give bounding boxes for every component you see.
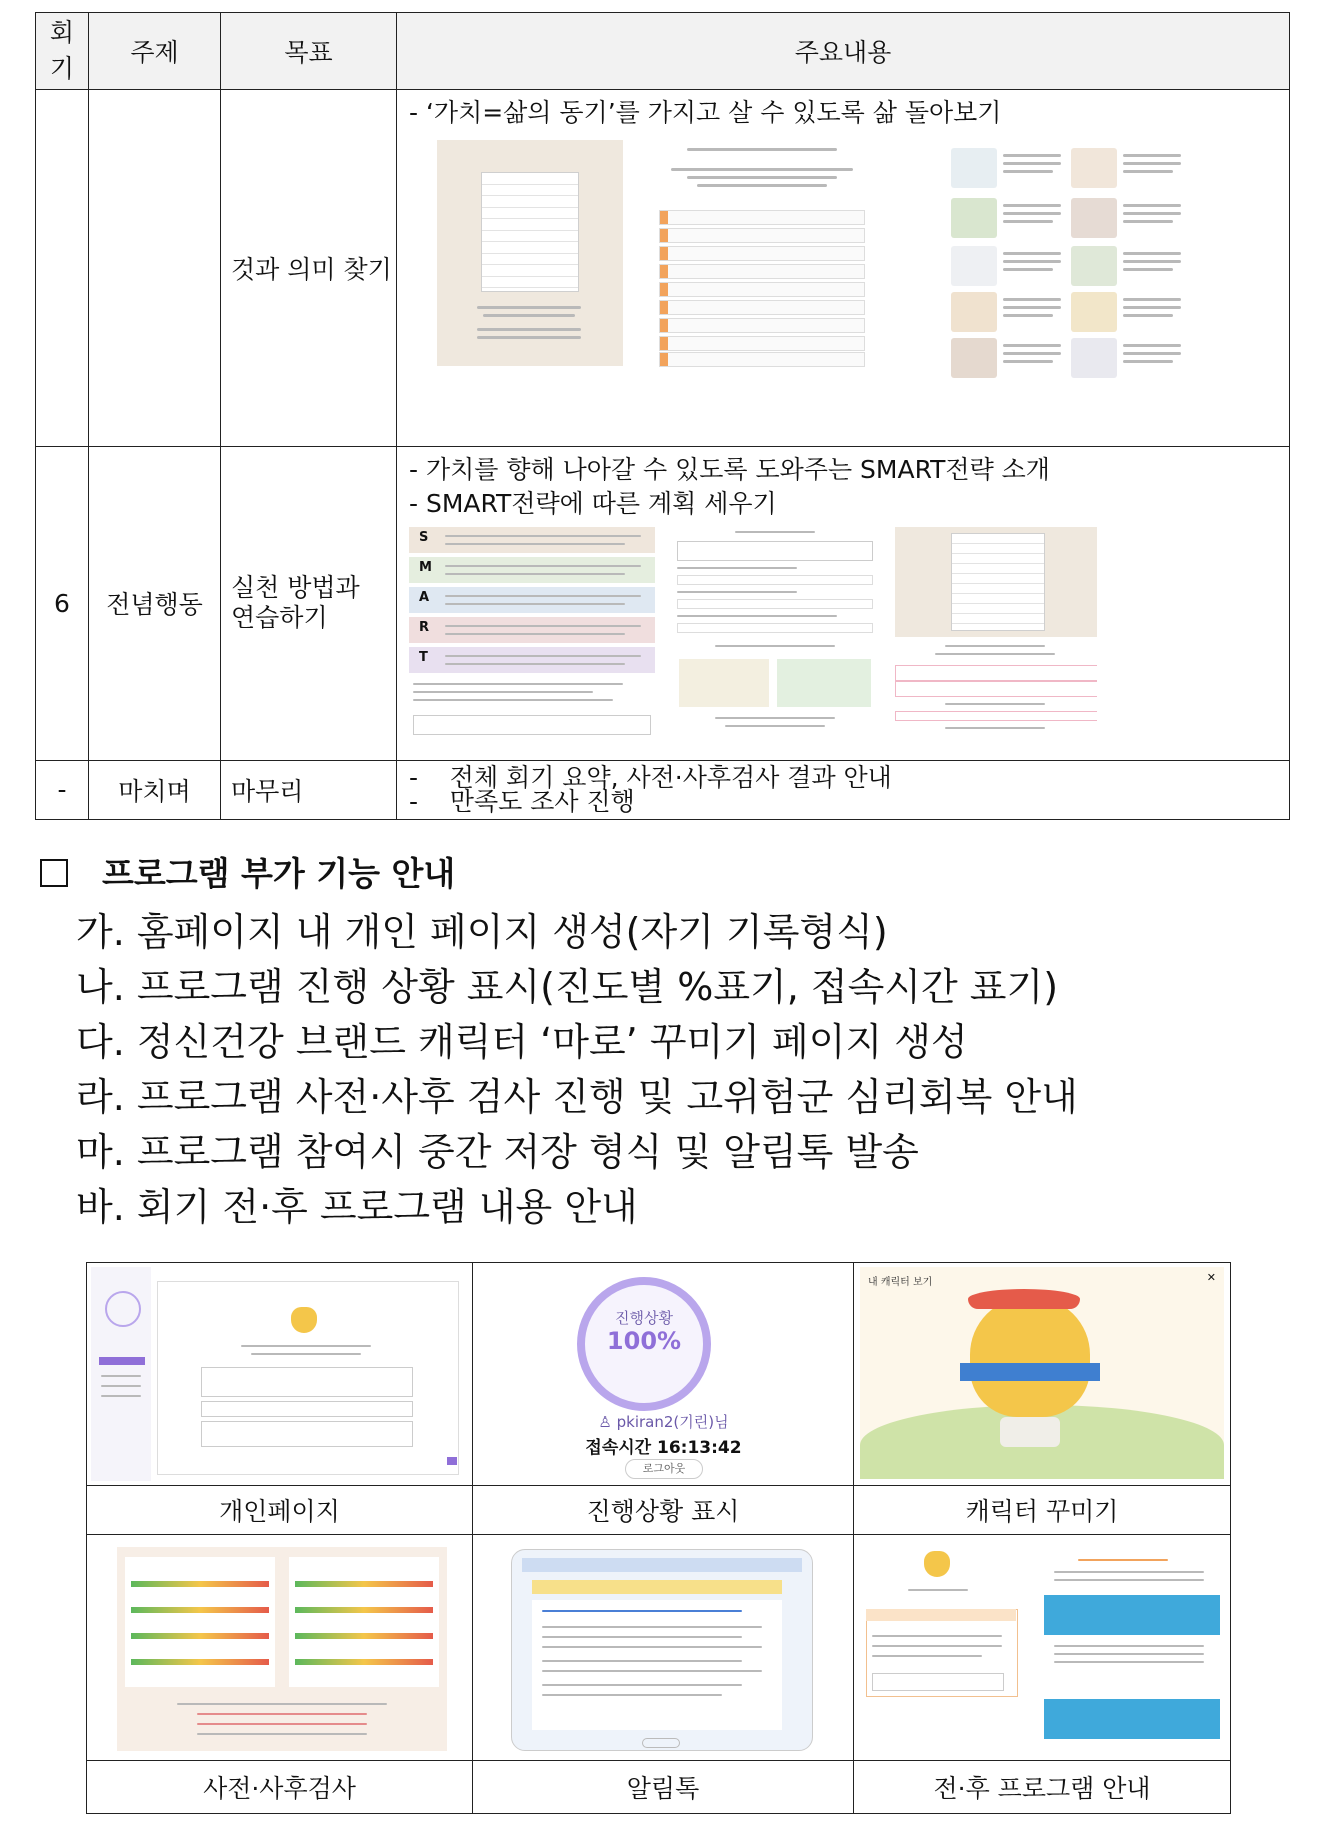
content-thumbnails — [407, 527, 1279, 737]
program-table — [35, 12, 1290, 820]
cell-goal: 실천 방법과 연습하기 — [221, 446, 397, 760]
content-bullet: - 만족도 조사 진행 — [409, 786, 635, 816]
checkbox-square-icon — [40, 859, 68, 887]
cell-goal: 것과 의미 찾기 — [221, 90, 397, 446]
content-bullet: - SMART전략에 따른 계획 세우기 — [409, 488, 777, 518]
smart-letter: T — [419, 649, 428, 665]
caption-progress: 진행상황 표시 — [473, 1486, 854, 1535]
progress-label: 진행상황 — [615, 1309, 673, 1327]
caption-alimtalk: 알림톡 — [473, 1761, 854, 1814]
header-goal: 목표 — [221, 13, 397, 90]
caption-personal-page: 개인페이지 — [87, 1486, 473, 1535]
table-row — [36, 446, 1290, 760]
smart-plan-form-screenshot — [675, 527, 875, 737]
header-session: 회 기 — [36, 13, 89, 90]
character-screenshot — [854, 1263, 1231, 1486]
values-table-screenshot — [437, 140, 623, 366]
user-icon: ♙ — [598, 1413, 617, 1431]
caption-session-guide: 전·후 프로그램 안내 — [854, 1761, 1231, 1814]
smart-strategy-screenshot — [409, 527, 655, 737]
content-bullet: - 전체 회기 요약, 사전·사후검사 결과 안내 — [409, 762, 892, 792]
pre-post-test-screenshot — [87, 1535, 473, 1761]
cell-goal: 마무리 — [221, 760, 397, 819]
access-time: 접속시간 16:13:42 — [585, 1438, 742, 1458]
cell-theme: 마치며 — [89, 760, 221, 819]
close-icon[interactable]: ✕ — [1206, 1271, 1216, 1284]
content-bullet: - 가치를 향해 나아갈 수 있도록 도와주는 SMART전략 소개 — [409, 454, 1050, 484]
personal-page-screenshot — [87, 1263, 473, 1486]
progress-percent: 100% — [606, 1327, 682, 1355]
list-item: 나. 프로그램 진행 상황 표시(진도별 %표기, 접속시간 표기) — [76, 965, 1059, 1009]
character-title: 내 캐릭터 보기 — [868, 1277, 933, 1288]
session-guide-screenshot — [854, 1535, 1231, 1761]
list-item: 마. 프로그램 참여시 중간 저장 형식 및 알림톡 발송 — [76, 1130, 919, 1174]
list-item: 다. 정신건강 브랜드 캐릭터 ‘마로’ 꾸미기 페이지 생성 — [76, 1020, 968, 1064]
value-photos-screenshot — [951, 140, 1191, 380]
table-row — [36, 90, 1290, 446]
table-row — [36, 760, 1290, 819]
content-thumbnails — [407, 140, 1279, 420]
logout-button[interactable]: 로그아웃 — [625, 1459, 703, 1479]
list-item: 가. 홈페이지 내 개인 페이지 생성(자기 기록형식) — [76, 910, 888, 954]
header-theme: 주제 — [89, 13, 221, 90]
feature-screens-grid — [86, 1262, 1231, 1814]
value-form-screenshot — [657, 140, 867, 368]
smart-letter: A — [419, 589, 430, 605]
cell-content — [397, 446, 1290, 760]
content-bullet: - ‘가치=삶의 동기’를 가지고 살 수 있도록 삶 돌아보기 — [409, 98, 1002, 128]
user-name: ♙ pkiran2(기린)님 — [598, 1413, 729, 1431]
smart-letter: S — [419, 529, 429, 545]
list-item: 라. 프로그램 사전·사후 검사 진행 및 고위험군 심리회복 안내 — [76, 1075, 1078, 1119]
header-content: 주요내용 — [397, 13, 1290, 90]
cell-content — [397, 760, 1290, 819]
alimtalk-screenshot — [473, 1535, 854, 1761]
feature-list — [76, 905, 1078, 1235]
cell-theme — [89, 90, 221, 446]
list-item: 바. 회기 전·후 프로그램 내용 안내 — [76, 1185, 638, 1229]
section-title-text: 프로그램 부가 기능 안내 — [102, 854, 456, 893]
cell-session: 6 — [36, 446, 89, 760]
progress-screenshot — [473, 1263, 854, 1486]
smart-table-screenshot — [895, 527, 1097, 737]
smart-letter: M — [419, 559, 432, 575]
caption-character: 캐릭터 꾸미기 — [854, 1486, 1231, 1535]
cell-session — [36, 90, 89, 446]
caption-pre-post-test: 사전·사후검사 — [87, 1761, 473, 1814]
cell-content — [397, 90, 1290, 446]
cell-session: - — [36, 760, 89, 819]
cell-theme: 전념행동 — [89, 446, 221, 760]
smart-letter: R — [419, 619, 430, 635]
section-title — [40, 848, 455, 895]
